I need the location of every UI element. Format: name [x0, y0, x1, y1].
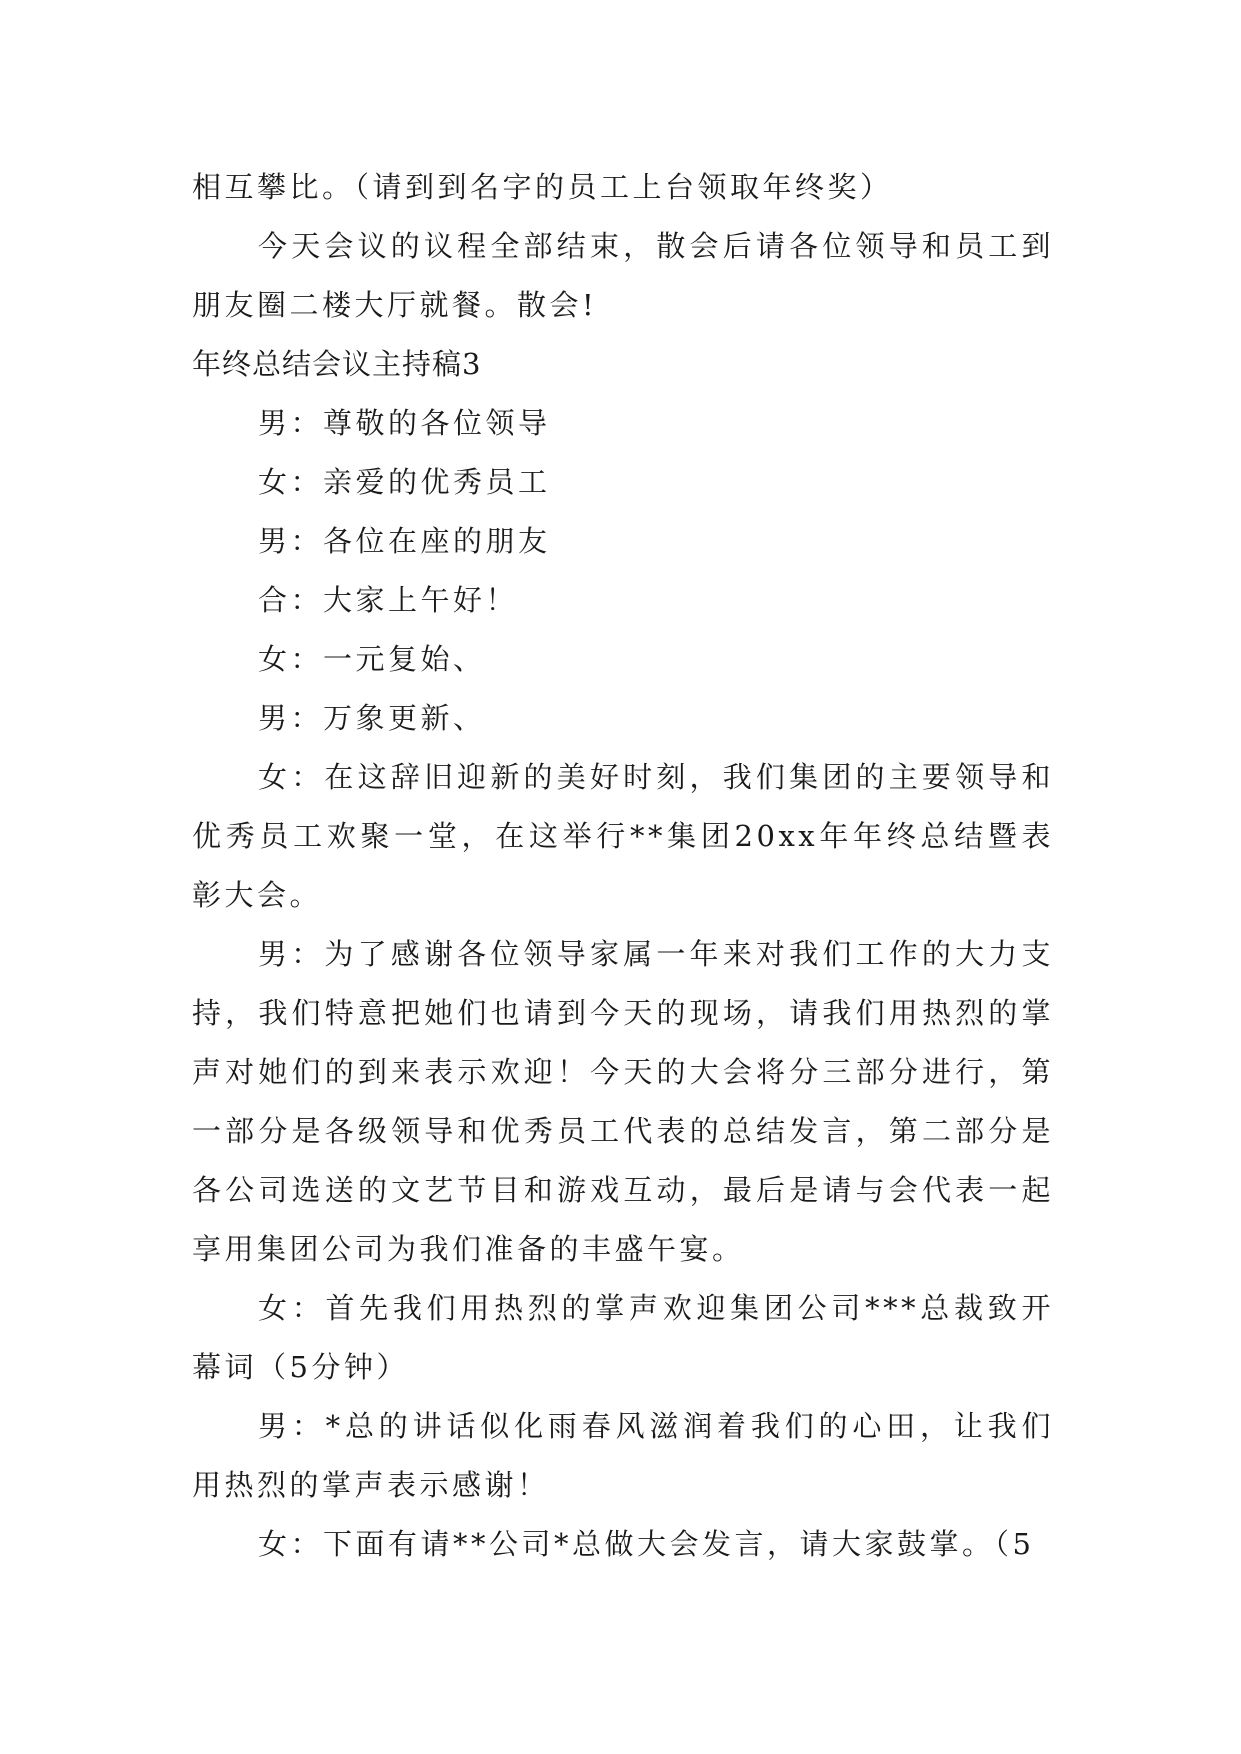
- dialogue-paragraph: 女：下面有请**公司*总做大会发言，请大家鼓掌。（5: [258, 1527, 1035, 1561]
- dialogue-line: 男：万象更新、: [258, 701, 486, 735]
- dialogue-line: 女：亲爱的优秀员工: [258, 465, 551, 499]
- section-heading: 年终总结会议主持稿3: [192, 347, 482, 381]
- dialogue-line: 男：尊敬的各位领导: [258, 406, 551, 440]
- paragraph-closing: 今天会议的议程全部结束，散会后请各位领导和员工到朋友圈二楼大厅就餐。散会!: [192, 229, 1054, 322]
- dialogue-paragraph: 女：首先我们用热烈的掌声欢迎集团公司***总裁致开幕词（5分钟）: [192, 1291, 1054, 1384]
- document-page: [192, 158, 1054, 1574]
- dialogue-paragraph: 男：为了感谢各位领导家属一年来对我们工作的大力支持，我们特意把她们也请到今天的现场，请我们用热烈的掌声对她们的到来表示欢迎！今天的大会将分三部分进行，第一部分是各级领导和优秀员工代表的总结发言，第二部分是各公司选送的文艺节目和游戏互动，最后是请与会代表一起享用集团公司为我们准备的丰盛午宴。: [192, 937, 1054, 1266]
- dialogue-paragraph: 男：*总的讲话似化雨春风滋润着我们的心田，让我们用热烈的掌声表示感谢！: [192, 1409, 1054, 1502]
- dialogue-paragraph: 女：在这辞旧迎新的美好时刻，我们集团的主要领导和优秀员工欢聚一堂，在这举行**集团20xx年年终总结暨表彰大会。: [192, 760, 1054, 912]
- dialogue-line: 女：一元复始、: [258, 642, 486, 676]
- dialogue-line: 男：各位在座的朋友: [258, 524, 551, 558]
- dialogue-line: 合：大家上午好！: [258, 583, 519, 617]
- paragraph-continuation: 相互攀比。（请到到名字的员工上台领取年终奖）: [192, 170, 893, 204]
